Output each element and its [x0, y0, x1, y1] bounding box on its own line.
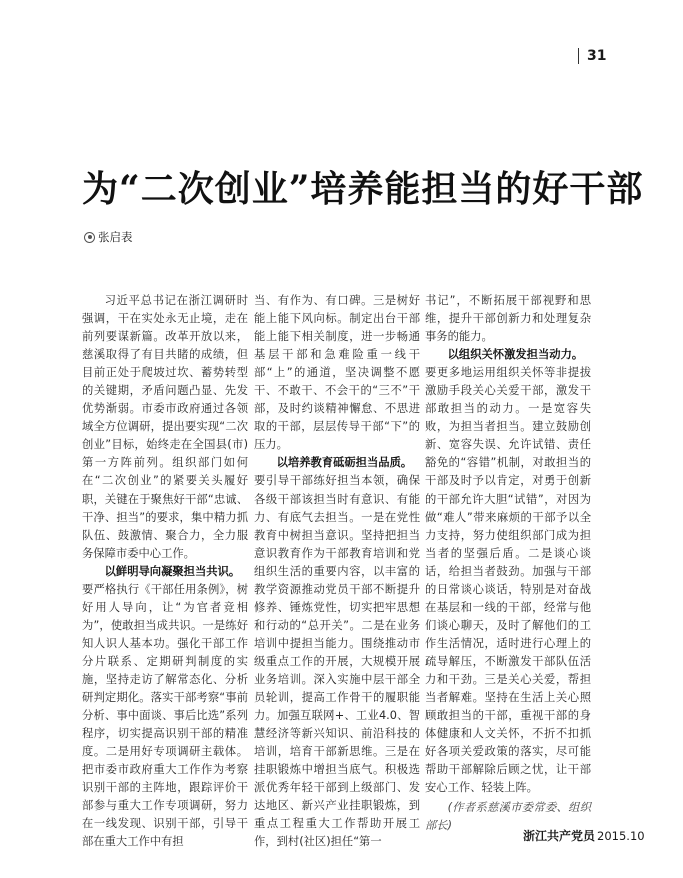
magazine-logo: 浙江共产党员: [523, 829, 596, 843]
paragraph: 要引导干部练好担当本领，确保各级干部该担当时有意识、有能力、有底气去担当。一是在党性教育中树担当意识。坚持把担当意识教育作为干部教育培训和党组织生活的重要内容，以丰富的教学资源推动党员干部不断提升修养、锤炼党性，切实把牢思想和行动的“总开关”。二是在业务培训中提担当能力。围绕推动市级重点工作的开展，大规模开展业务培训。深入实施中层干部全员轮训，提高工作骨干的履职能力。加强互联网+、工业4.0、智慧经济等新兴知识、前沿科技的培训，培育干部新思维。三是在挂职锻炼中增担当底气。积极选派优秀年轻干部到上级部门、发达地区、新兴产业挂职锻炼，到重点工程重大工作帮助开展工作，到村(社区)担任“第一: [254, 474, 420, 849]
page-number-text: 31: [587, 48, 607, 64]
section-heading: 以鲜明导向凝聚担当共识。: [104, 564, 241, 578]
section-heading: 以培养教育砥砺担当品质。: [276, 456, 413, 470]
paragraph: 要更多地运用组织关怀等非提拔激励手段关心关爱干部，激发干部敢担当的动力。一是宽容失败，为担当者担当。建立鼓励创新、宽容失误、允许试错、责任豁免的“容错”机制，对敢担当的干部及时予以肯定，对勇于创新的干部允许大胆“试错”，对因为做“难人”带来麻烦的干部予以全力支持，努力使组织部门成为担当者的坚强后盾。二是谈心谈话，给担当者鼓劲。加强与干部的日常谈心谈话，特别是对奋战在基层和一线的干部，经常与他们谈心聊天，及时了解他们的工作生活情况，适时进行心理上的疏导解压，不断激发干部队伍活力和干劲。三是关心关爱，帮担当者解难。坚持在生活上关心照顾敢担当的干部，重视干部的身体健康和人文关怀，不折不扣抓好各项关爱政策的落实，尽可能帮助干部解除后顾之忧，让干部安心工作、轻装上阵。: [425, 366, 591, 795]
page-number: [578, 48, 606, 64]
article-title: 为“二次创业”培养能担当的好干部: [82, 168, 644, 210]
author-name: 张启表: [98, 230, 133, 244]
paragraph: 当、有作为、有口碑。三是树好能上能下风向标。制定出台干部能上能下相关制度，进一步畅通基层干部和急难险重一线干部“上”的通道，坚决调整不愿干、不敢干、不会干的“三不”干部，及时约谈精神懈怠、不思进取的干部，层层传导干部“下”的压力。: [254, 294, 420, 452]
issue-date: 2015.10: [597, 828, 645, 843]
section-paragraph: [425, 346, 591, 364]
paragraph: 习近平总书记在浙江调研时强调，干在实处永无止境，走在前列要谋新篇。改革开放以来，慈溪取得了有目共睹的成绩，但目前正处于爬坡过坎、蓄势转型的关键期，矛盾问题凸显、先发优势渐弱。市委市政府通过各领域全方位调研，提出要实现“二次创业”目标，始终走在全国县(市)第一方阵前列。组织部门如何在“二次创业”的紧要关头履好职，关键在于聚焦好干部“忠诚、干净、担当”的要求，集中精力抓队伍、鼓激情、聚合力，全力服务保障市委中心工作。: [82, 294, 248, 560]
paragraph: 书记”，不断拓展干部视野和思维，提升干部创新力和处理复杂事务的能力。: [425, 294, 591, 344]
author-line: [84, 229, 133, 245]
author-note: (作者系慈溪市委常委、组织部长): [425, 801, 591, 833]
page-footer: [523, 827, 645, 844]
page-number-divider: [578, 48, 579, 64]
author-bullet-icon: [84, 232, 95, 243]
section-paragraph: [254, 454, 420, 472]
text-column-1: [82, 292, 248, 851]
text-column-2: [254, 292, 420, 851]
paragraph: 要严格执行《干部任用条例》，树好用人导向，让“为官者竞相为”，使敢担当成共识。一是练好知人识人基本功。强化干部工作分片联系、定期研判制度的实施，坚持走访了解常态化、分析研判定期化。落实干部考察“事前分析、事中面谈、事后比选”系列程序，切实提高识别干部的精准度。二是用好专项调研主载体。把市委市政府重大工作作为考察识别干部的主阵地，跟踪评价干部参与重大工作专项调研，努力在一线发现、识别干部，引导干部在重大工作中有担: [82, 582, 248, 849]
section-heading: 以组织关怀激发担当动力。: [447, 348, 584, 362]
text-column-3: [425, 292, 591, 835]
section-paragraph: [82, 563, 248, 581]
